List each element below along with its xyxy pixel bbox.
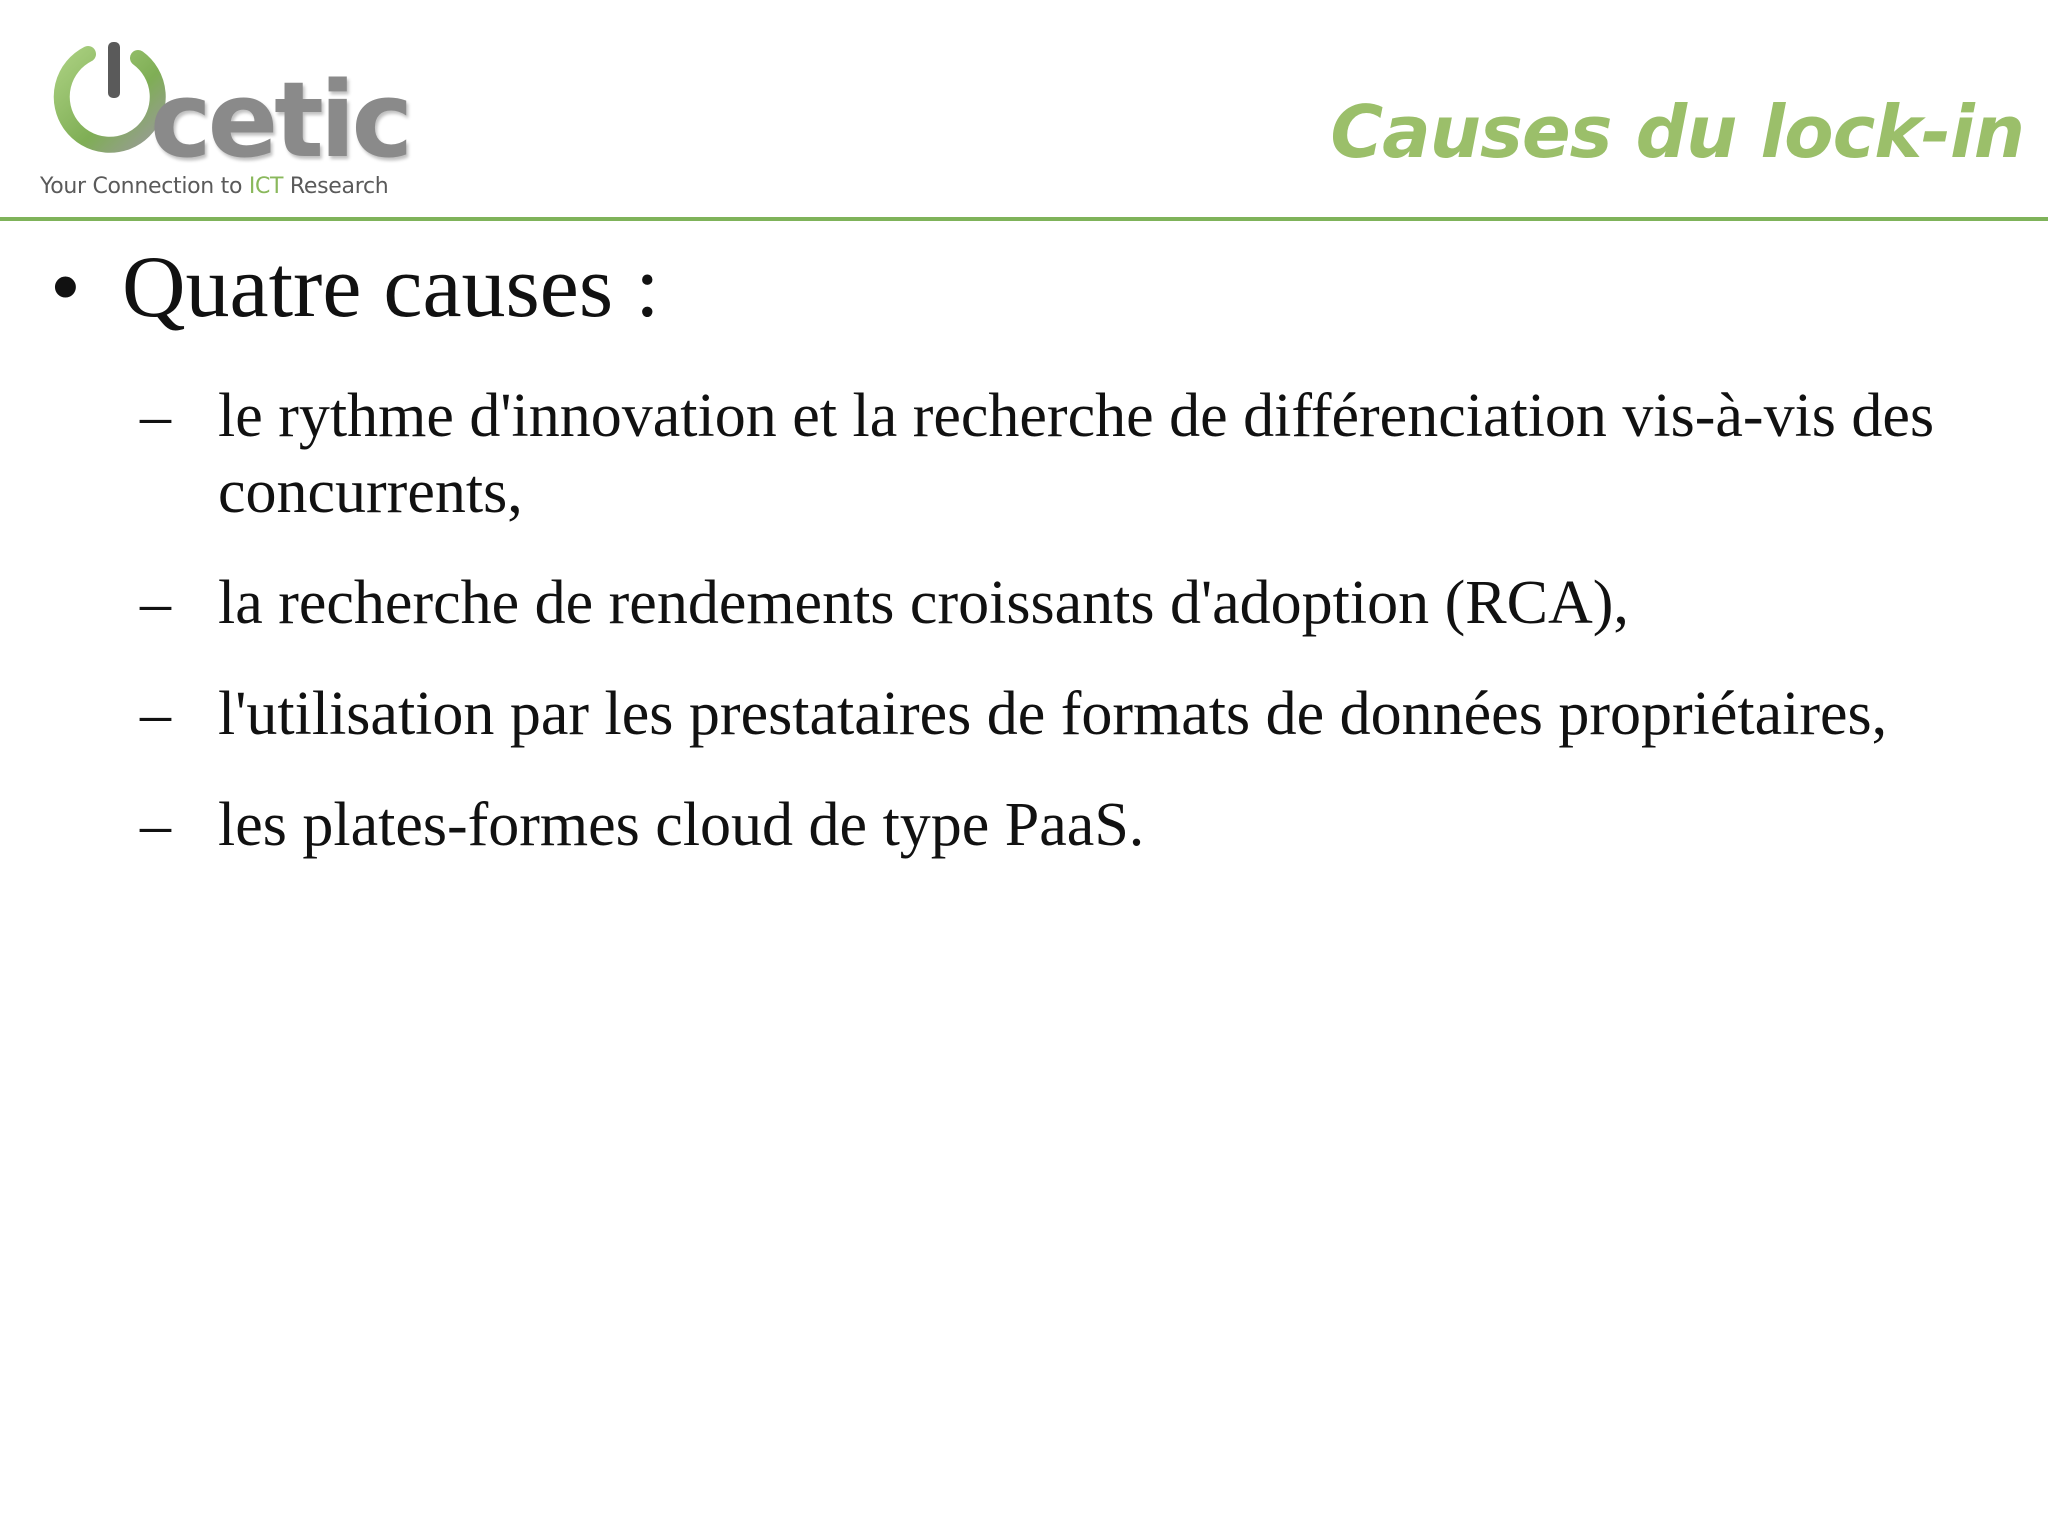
- cetic-logo: [38, 36, 418, 206]
- sub-point-dash: –: [140, 382, 171, 450]
- logo-tagline: [40, 174, 388, 199]
- power-ring-icon: [38, 36, 168, 171]
- sub-point-dash: –: [140, 569, 171, 637]
- tagline-suffix: Research: [283, 174, 389, 199]
- sub-point-dash: –: [140, 791, 171, 859]
- sub-point-text: le rythme d'innovation et la recherche de différenciation vis-à-vis des concurrents,: [218, 382, 1935, 526]
- sub-point-text: les plates-formes cloud de type PaaS.: [218, 791, 1145, 859]
- slide-title: Causes du lock-in: [1330, 90, 2024, 174]
- main-point-text: Quatre causes :: [122, 239, 660, 336]
- sub-point: [140, 676, 2020, 752]
- bullet-dot: •: [50, 239, 81, 336]
- main-bullet: [50, 240, 660, 337]
- sub-point: [140, 378, 2020, 530]
- header-divider: [0, 217, 2048, 221]
- sub-point-text: l'utilisation par les prestataires de formats de données propriétaires,: [218, 680, 1888, 748]
- sub-point-dash: –: [140, 680, 171, 748]
- tagline-highlight: ICT: [248, 174, 284, 199]
- tagline-prefix: Your Connection to: [40, 174, 249, 199]
- sub-point-list: [140, 378, 2020, 898]
- logo-wordmark: cetic: [150, 59, 410, 181]
- sub-point-text: la recherche de rendements croissants d'adoption (RCA),: [218, 569, 1629, 637]
- sub-point: [140, 787, 2020, 863]
- sub-point: [140, 565, 2020, 641]
